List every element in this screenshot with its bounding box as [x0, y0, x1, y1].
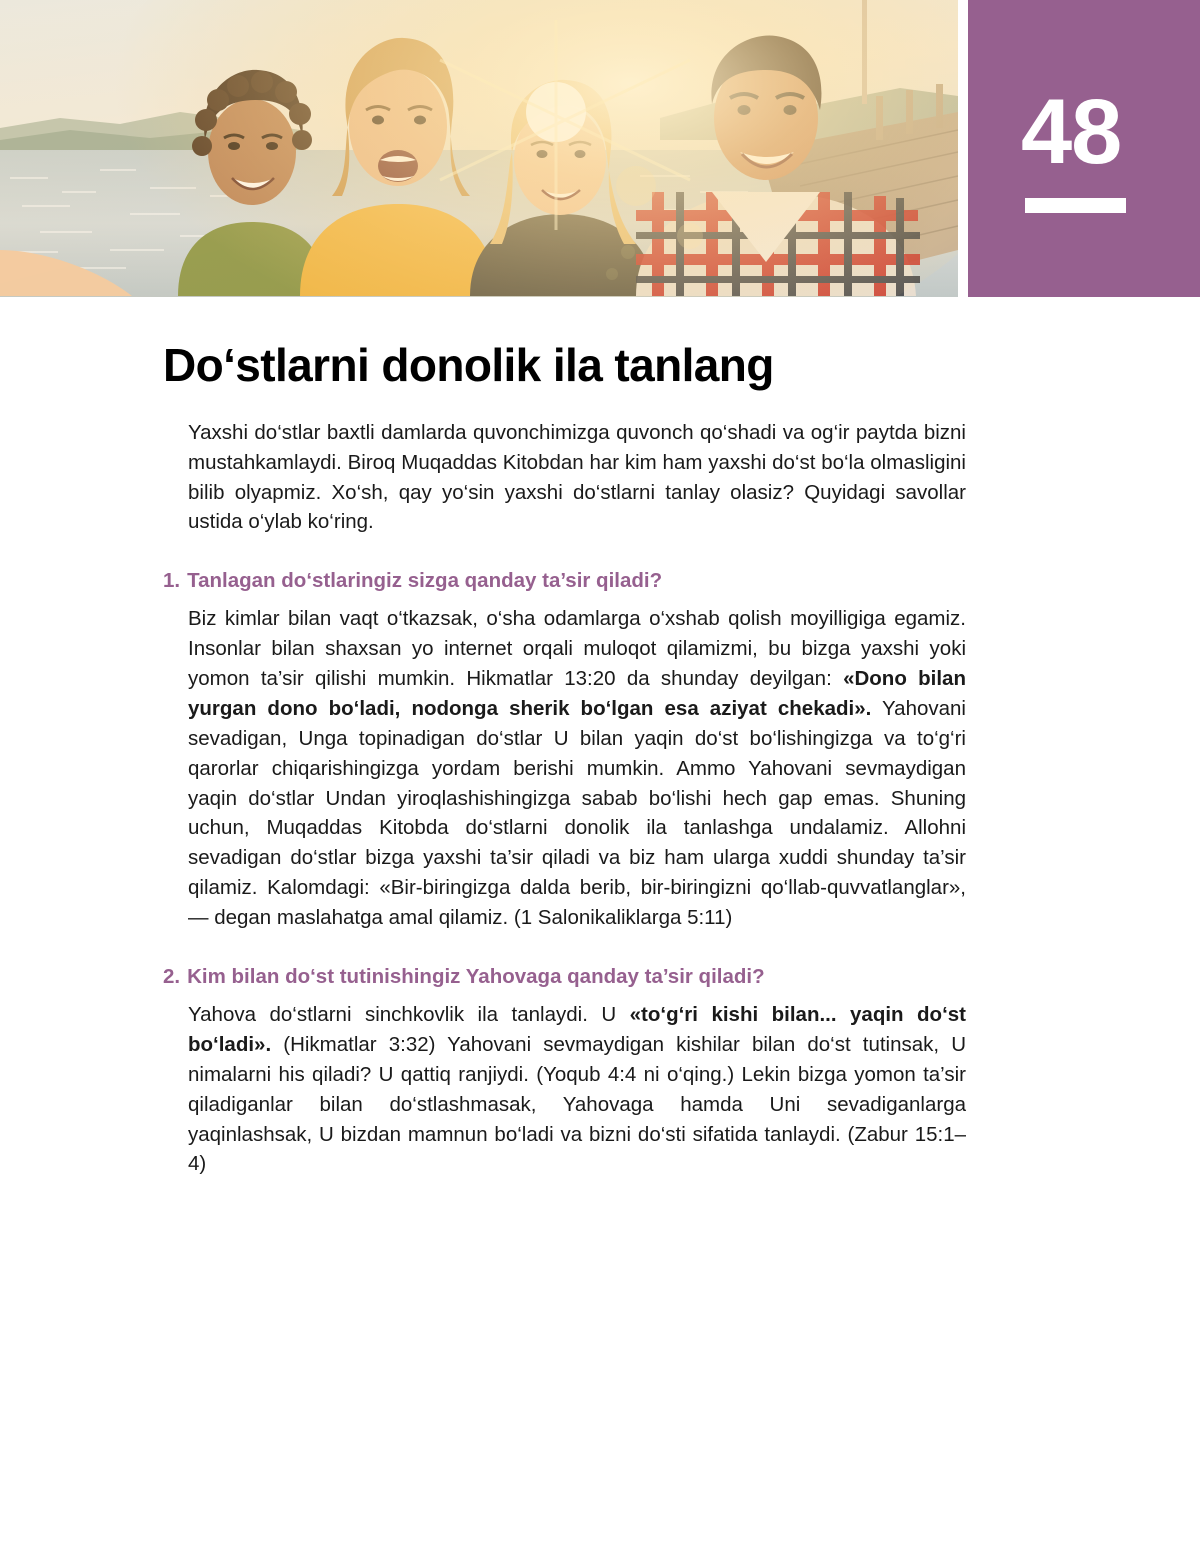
page-header-band — [0, 0, 1200, 297]
qa-heading-2-number: 2. — [163, 965, 181, 989]
qa-heading-1-text: Tanlagan do‘stlaringiz sizga qanday ta’sir qiladi? — [187, 569, 663, 593]
qa-body-2 — [188, 1000, 966, 1180]
qa-heading-2 — [163, 963, 973, 991]
qa-body-1 — [188, 604, 966, 933]
chapter-number: 48 — [1021, 81, 1122, 183]
qa-body-1-part-1: Biz kimlar bilan vaqt o‘tkazsak, o‘sha odamlarga o‘xshab qolish moyilligiga egamiz. Insonlar bilan shaxsan yo internet orqali muloqot qilamizmi, bu bizga yaxshi yoki yomon ta’sir qilishi mumkin. Hikmatlar 13:20 da shunday deyilgan: — [188, 607, 966, 690]
qa-body-2-scripture-quote: «to‘g‘ri kishi bilan... yaqin do‘st bo‘ladi». — [188, 1002, 966, 1056]
qa-heading-1-number: 1. — [163, 569, 181, 593]
hero-photo — [0, 0, 958, 297]
intro-paragraph: Yaxshi do‘stlar baxtli damlarda quvonchimizga quvonch qo‘shadi va og‘ir paytda bizni mustahkamlaydi. Biroq Muqaddas Kitobdan har kim ham yaxshi do‘st bo‘la olmasligini bilib olyapmiz. Xo‘sh, qay yo‘sin yaxshi do‘stlarni tanlay olasiz? Quyidagi savollar ustida o‘ylab ko‘ring. — [188, 420, 966, 534]
qa-body-1-part-2: Yahovani sevadigan, Unga topinadigan do‘stlar U bilan yaqin do‘st bo‘lishingizga va to‘g‘ri qarorlar chiqarishingizga yordam berishi mumkin. Ammo Yahovani sevmaydigan yaqin do‘stlar Undan yiroqlashishingizga sabab bo‘lishi hech gap emas. Shuning uchun, Muqaddas Kitobda do‘stlarni donolik ila tanlashga undalamiz. Allohni sevadigan do‘stlar bizga yaxshi ta’sir qiladi va biz ham ularga xuddi shunday ta’sir qilamiz. Kalomdagi: «Bir-biringizga dalda berib, bir-biringizni qo‘llab-quvvatlanglar», — degan maslahatga amal qilamiz. (1 Salonikaliklarga 5:11) — [188, 696, 966, 930]
page-title: Do‘stlarni donolik ila tanlang — [163, 339, 774, 391]
article-body — [0, 341, 1200, 1179]
qa-body-2-part-2: (Hikmatlar 3:32) Yahovani sevmaydigan kishilar bilan do‘st tutinsak, U nimalarni his qiladi? U qattiq ranjiydi. (Yoqub 4:4 ni o‘qing.) Lekin bizga yomon ta’sir qiladiganlar bilan do‘stlashmasak, Yahovaga hamda Uni sevadiganlarga yaqinlashsak, U bizdan mamnun bo‘ladi va bizni do‘sti sifatida tanlaydi. (Zabur 15:1–4) — [188, 1032, 966, 1176]
qa-body-1-scripture-quote: «Dono bilan yurgan dono bo‘ladi, nodonga sherik bo‘lgan esa aziyat chekadi». — [188, 666, 966, 720]
chapter-number-underline — [1025, 198, 1126, 213]
chapter-number-block — [968, 0, 1200, 297]
qa-section-1 — [0, 567, 1200, 933]
qa-body-2-part-1: Yahova do‘stlarni sinchkovlik ila tanlaydi. U — [188, 1002, 630, 1026]
header-gutter — [958, 0, 968, 297]
qa-section-2 — [0, 963, 1200, 1179]
qa-heading-1 — [163, 567, 973, 595]
qa-heading-2-text: Kim bilan do‘st tutinishingiz Yahovaga qanday ta’sir qiladi? — [187, 965, 765, 989]
